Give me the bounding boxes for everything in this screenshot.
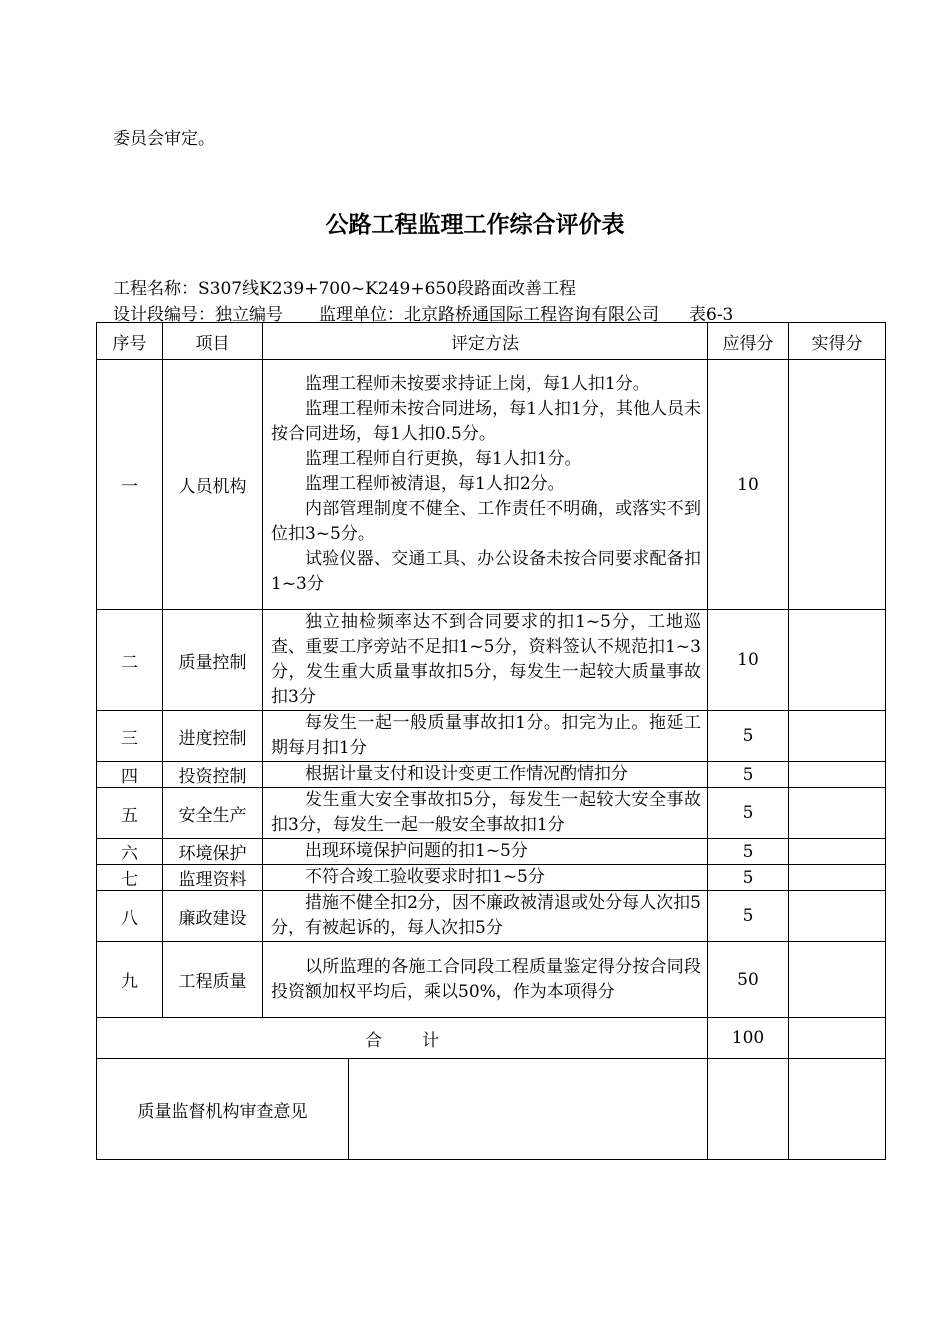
table-row — [97, 610, 886, 711]
project-value: S307线K239+700~K249+650段路面改善工程 — [198, 279, 577, 299]
table-row — [97, 711, 886, 762]
row-method — [263, 711, 708, 762]
total-actual-score — [789, 1018, 886, 1059]
project-info — [113, 274, 576, 299]
row-actual-score — [789, 788, 886, 839]
method-line: 内部管理制度不健全、工作责任不明确，或落实不到位扣3~5分。 — [271, 499, 701, 544]
row-index: 七 — [97, 865, 163, 891]
header-actual-score: 实得分 — [789, 323, 886, 360]
row-item: 监理资料 — [163, 865, 263, 891]
row-method — [263, 839, 708, 865]
row-actual-score — [789, 865, 886, 891]
method-line: 监理工程师被清退，每1人扣2分。 — [305, 474, 565, 494]
row-item: 廉政建设 — [163, 891, 263, 942]
intro-text: 委员会审定。 — [113, 129, 215, 149]
method-line: 措施不健全扣2分，因不廉政被清退或处分每人次扣5分，有被起诉的，每人次扣5分 — [271, 893, 701, 938]
method-line: 不符合竣工验收要求时扣1~5分 — [305, 867, 545, 887]
row-index: 一 — [97, 360, 163, 610]
row-method — [263, 942, 708, 1018]
review-row — [97, 1059, 886, 1160]
total-max-score: 100 — [708, 1018, 789, 1059]
method-line: 根据计量支付和设计变更工作情况酌情扣分 — [305, 764, 628, 784]
table-row — [97, 788, 886, 839]
row-max-score: 50 — [708, 942, 789, 1018]
supervisor-label: 监理单位： — [319, 305, 404, 325]
row-index: 三 — [97, 711, 163, 762]
supervisor-value: 北京路桥通国际工程咨询有限公司 — [404, 305, 659, 325]
row-max-score: 5 — [708, 788, 789, 839]
method-line: 监理工程师未按合同进场，每1人扣1分，其他人员未按合同进场，每1人扣0.5分。 — [271, 399, 701, 444]
review-label: 质量监督机构审查意见 — [97, 1059, 349, 1160]
row-max-score: 5 — [708, 711, 789, 762]
row-max-score: 5 — [708, 839, 789, 865]
total-label-b: 计 — [422, 1030, 439, 1051]
row-item: 进度控制 — [163, 711, 263, 762]
evaluation-table — [96, 322, 886, 1160]
table-row — [97, 942, 886, 1018]
method-line: 出现环境保护问题的扣1~5分 — [305, 841, 528, 861]
table-row — [97, 762, 886, 788]
header-item: 项目 — [163, 323, 263, 360]
design-section-label: 设计段编号： — [113, 305, 215, 325]
total-label — [97, 1018, 708, 1059]
method-line: 监理工程师自行更换，每1人扣1分。 — [305, 449, 582, 469]
row-actual-score — [789, 942, 886, 1018]
row-actual-score — [789, 891, 886, 942]
design-section-value: 独立编号 — [215, 305, 283, 325]
row-method — [263, 891, 708, 942]
table-row — [97, 839, 886, 865]
row-method — [263, 788, 708, 839]
row-actual-score — [789, 762, 886, 788]
header-index: 序号 — [97, 323, 163, 360]
row-actual-score — [789, 610, 886, 711]
row-item: 环境保护 — [163, 839, 263, 865]
row-method — [263, 865, 708, 891]
review-empty-cell — [789, 1059, 886, 1160]
row-max-score: 5 — [708, 891, 789, 942]
row-item: 人员机构 — [163, 360, 263, 610]
row-item: 安全生产 — [163, 788, 263, 839]
row-index: 九 — [97, 942, 163, 1018]
method-line: 监理工程师未按要求持证上岗，每1人扣1分。 — [305, 374, 650, 394]
method-line: 试验仪器、交通工具、办公设备未按合同要求配备扣1~3分 — [271, 549, 701, 594]
header-method: 评定方法 — [263, 323, 708, 360]
row-item: 工程质量 — [163, 942, 263, 1018]
method-line: 独立抽检频率达不到合同要求的扣1~5分，工地巡查、重要工序旁站不足扣1~5分，资料签认不规范扣1~3分，发生重大质量事故扣5分，每发生一起较大质量事故扣3分 — [271, 612, 701, 707]
table-row — [97, 891, 886, 942]
total-label-a: 合 — [365, 1030, 382, 1051]
review-content — [349, 1059, 708, 1160]
row-method — [263, 762, 708, 788]
row-item: 质量控制 — [163, 610, 263, 711]
header-max-score: 应得分 — [708, 323, 789, 360]
row-method — [263, 360, 708, 610]
row-index: 四 — [97, 762, 163, 788]
table-body — [97, 360, 886, 1018]
method-line: 每发生一起一般质量事故扣1分。扣完为止。拖延工期每月扣1分 — [271, 713, 701, 758]
row-index: 六 — [97, 839, 163, 865]
table-header-row — [97, 323, 886, 360]
table-row — [97, 865, 886, 891]
row-max-score: 10 — [708, 360, 789, 610]
row-max-score: 10 — [708, 610, 789, 711]
method-line: 以所监理的各施工合同段工程质量鉴定得分按合同段投资额加权平均后，乘以50%，作为本项得分 — [271, 956, 701, 1002]
table-ref: 表6-3 — [689, 305, 734, 325]
page-title: 公路工程监理工作综合评价表 — [325, 212, 625, 238]
row-index: 二 — [97, 610, 163, 711]
row-actual-score — [789, 711, 886, 762]
row-index: 八 — [97, 891, 163, 942]
project-label: 工程名称： — [113, 279, 198, 299]
total-row — [97, 1018, 886, 1059]
row-actual-score — [789, 360, 886, 610]
row-max-score: 5 — [708, 865, 789, 891]
table-row — [97, 360, 886, 610]
row-index: 五 — [97, 788, 163, 839]
row-max-score: 5 — [708, 762, 789, 788]
row-method — [263, 610, 708, 711]
row-actual-score — [789, 839, 886, 865]
review-empty-cell — [708, 1059, 789, 1160]
row-item: 投资控制 — [163, 762, 263, 788]
method-line: 发生重大安全事故扣5分，每发生一起较大安全事故扣3分，每发生一起一般安全事故扣1分 — [271, 790, 701, 835]
